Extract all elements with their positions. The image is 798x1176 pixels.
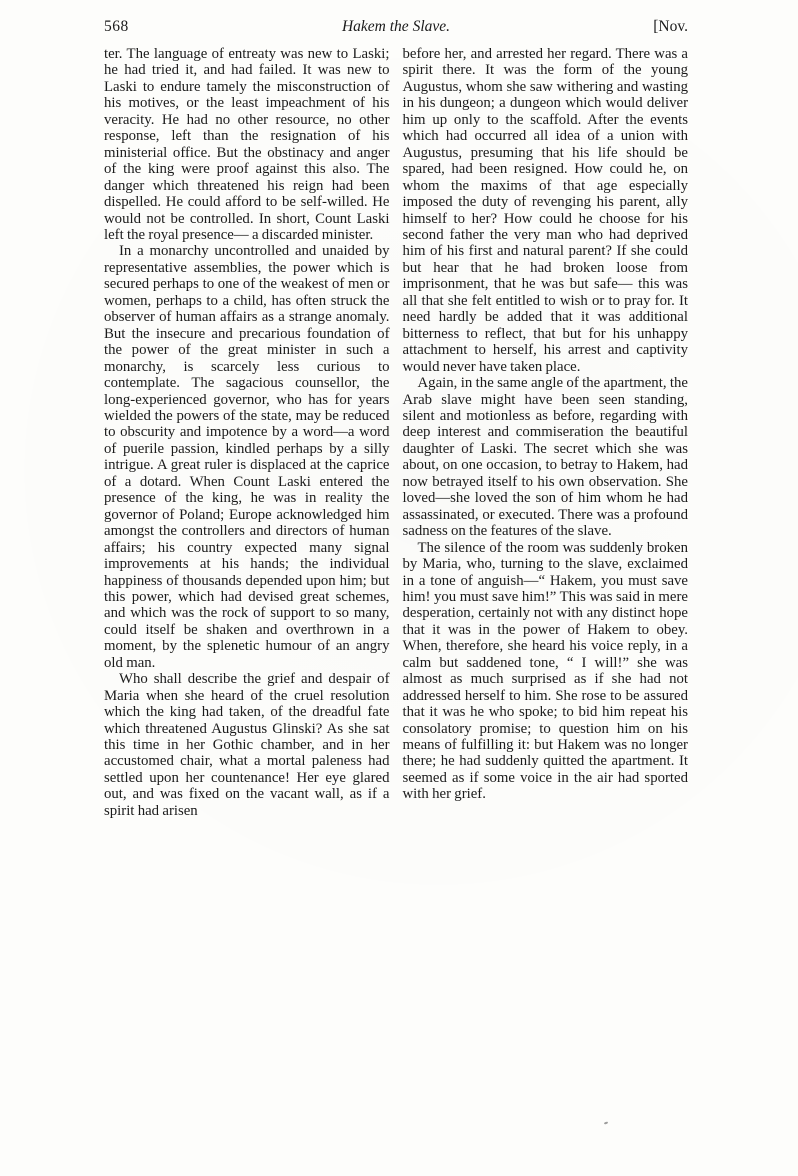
- paragraph: Again, in the same angle of the apartment, the Arab slave might have been seen standing, silent and motionless as before, regarding with deep interest and commiseration the beautiful daughter of Laski. The secret which she was about, on one occasion, to betray to Hakem, had now betrayed itself to his own observation. She loved—she loved the son of him whom he had assassinated, or executed. There was a profound sadness on the features of the slave.: [402, 375, 688, 540]
- running-title: Hakem the Slave.: [341, 18, 451, 35]
- scan-artifact: [604, 1121, 608, 1124]
- page-header: [104, 18, 688, 36]
- paragraph: In a monarchy uncontrolled and unaided by representative assemblies, the power which is secured perhaps to one of the weakest of men or women, perhaps to a child, has often struck the observer of human affairs as a strange anomaly. But the insecure and precarious foundation of the power of the great minister in such a monarchy, is scarcely less curious to contemplate. The sagacious counsellor, the long-experienced governor, who has for years wielded the powers of the state, may be reduced to obscurity and impotence by a word—a word of puerile passion, kindled perhaps by a silly intrigue. A great ruler is displaced at the caprice of a dotard. When Count Laski entered the presence of the king, he was in reality the governor of Poland; Europe acknowledged him amongst the controllers and directors of human affairs; his country expected many signal improvements at his hands; the individual happiness of thousands depended upon him; but this power, which had devised great schemes, and which was the rock of support to so many, could itself be shaken and overthrown in a moment, by the splenetic humour of an angry old man.: [104, 243, 390, 671]
- paragraph-continuation: ter. The language of entreaty was new to Laski; he had tried it, and had failed. It was new to Laski to endure tamely the misconstruction of his motives, or the least impeachment of his veracity. He had no other resource, no other response, left than the resignation of his ministerial office. But the obstinacy and anger of the king were proof against this also. The danger which threatened his reign had been dispelled. He could afford to be self-willed. He would not be controlled. In short, Count Laski left the royal presence— a discarded minister.: [104, 46, 390, 243]
- text-body: [104, 46, 688, 819]
- page-number: 568: [104, 18, 129, 35]
- paragraph: Who shall describe the grief and despair of Maria when she heard of the cruel resolution which the king had taken, of the dreadful fate which threatened Augustus Glinski? As she sat this time in her Gothic chamber, and in her accustomed chair, what a mortal paleness had settled upon her countenance! Her eye glared out, and was fixed on the vacant wall, as if a spirit had arisen: [104, 671, 390, 819]
- right-column: [403, 46, 689, 819]
- paragraph-continuation: before her, and arrested her regard. There was a spirit there. It was the form of the young Augustus, whom she saw withering and wasting in his dungeon; a dungeon which would deliver him up only to the scaffold. After the events which had occurred all idea of a union with Augustus, presuming that his life should be spared, had been resigned. How could he, on whom the maxims of that age especially imposed the duty of revenging his parent, ally himself to her? How could he choose for his second father the very man who had deprived him of his first and natural parent? If she could but hear that he had broken loose from imprisonment, that he was but safe— this was all that she felt entitled to wish or to pray for. It need hardly be added that it was additional bitterness to reflect, that but for his unhappy attachment to herself, his arrest and captivity would never have taken place.: [402, 46, 688, 375]
- paragraph: The silence of the room was suddenly broken by Maria, who, turning to the slave, exclaimed in a tone of anguish—“ Hakem, you must save him! you must save him!” This was said in mere desperation, certainly not with any distinct hope that it was in the power of Hakem to obey. When, therefore, she heard his voice reply, in a calm but saddened tone, “ I will!” she was almost as much surprised as if she had not addressed herself to him. She rose to be assured that it was he who spoke; to bid him repeat his consolatory promise; to question him on his means of fulfilling it: but Hakem was no longer there; he had suddenly quitted the apartment. It seemed as if some voice in the air had sported with her grief.: [402, 539, 688, 803]
- issue-month: [Nov.: [653, 18, 688, 35]
- left-column: [104, 46, 390, 819]
